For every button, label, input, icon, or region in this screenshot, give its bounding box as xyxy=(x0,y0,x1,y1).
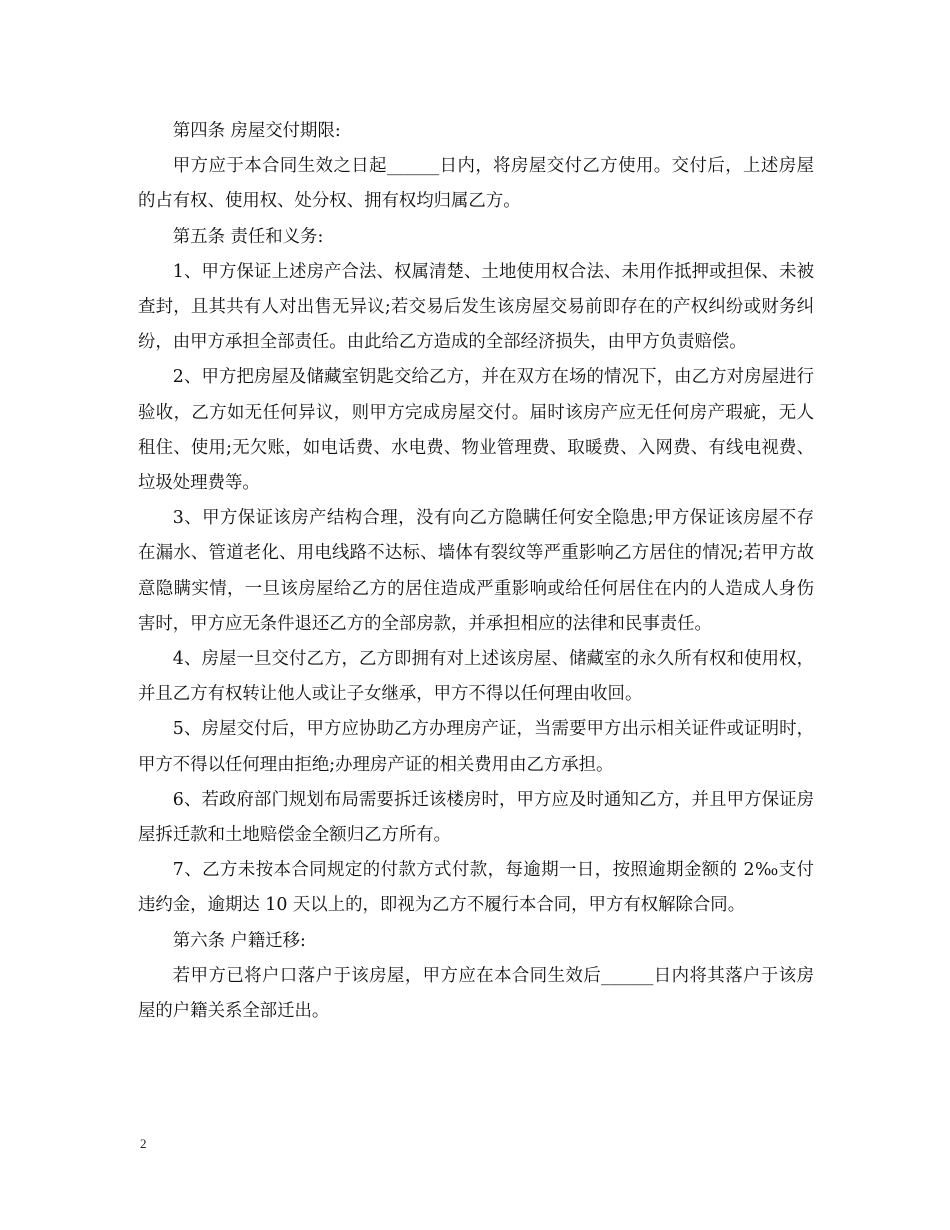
article-5-clause-5: 5、房屋交付后，甲方应协助乙方办理房产证，当需要甲方出示相关证件或证明时，甲方不得以任何理由拒绝;办理房产证的相关费用由乙方承担。 xyxy=(138,719,814,775)
article-4-delivery-paragraph: 甲方应于本合同生效之日起______日内，将房屋交付乙方使用。交付后，上述房屋的占有权、使用权、处分权、拥有权均归属乙方。 xyxy=(138,156,814,212)
article-5-clause-6: 6、若政府部门规划布局需要拆迁该楼房时，甲方应及时通知乙方，并且甲方保证房屋拆迁款和土地赔偿金全额归乙方所有。 xyxy=(138,789,814,846)
article-5-clause-1: 1、甲方保证上述房产合法、权属清楚、土地使用权合法、未用作抵押或担保、未被查封，且其共有人对出售无异议;若交易后发生该房屋交易前即存在的产权纠纷或财务纠纷，由甲方承担全部责任。由此给乙方造成的全部经济损失，由甲方负责赔偿。 xyxy=(138,261,814,353)
article-5-clause-3: 3、甲方保证该房产结构合理，没有向乙方隐瞒任何安全隐患;甲方保证该房屋不存在漏水、管道老化、用电线路不达标、墙体有裂纹等严重影响乙方居住的情况;若甲方故意隐瞒实情，一旦该房屋给乙方的居住造成严重影响或给任何居住在内的人造成人身伤害时，甲方应无条件退还乙方的全部房款，并承担相应的法律和民事责任。 xyxy=(138,508,814,634)
document-body xyxy=(138,114,814,1029)
article-6-heading: 第六条 户籍迁移: xyxy=(172,930,306,951)
article-6-household-paragraph: 若甲方已将户口落户于该房屋，甲方应在本合同生效后______日内将其落户于该房屋的户籍关系全部迁出。 xyxy=(138,965,814,1022)
article-5-heading: 第五条 责任和义务: xyxy=(172,226,324,247)
article-5-clause-4: 4、房屋一旦交付乙方，乙方即拥有对上述该房屋、储藏室的永久所有权和使用权，并且乙方有权转让他人或让子女继承，甲方不得以任何理由收回。 xyxy=(138,649,814,705)
page-number: 2 xyxy=(140,1136,147,1151)
article-5-clause-2: 2、甲方把房屋及储藏室钥匙交给乙方，并在双方在场的情况下，由乙方对房屋进行验收，乙方如无任何异议，则甲方完成房屋交付。届时该房产应无任何房产瑕疵，无人租住、使用;无欠账，如电话费、水电费、物业管理费、取暖费、入网费、有线电视费、垃圾处理费等。 xyxy=(138,367,814,494)
article-5-clause-7: 7、乙方未按本合同规定的付款方式付款，每逾期一日，按照逾期金额的 2‰支付违约金，逾期达 10 天以上的，即视为乙方不履行本合同，甲方有权解除合同。 xyxy=(138,860,814,916)
article-4-heading: 第四条 房屋交付期限: xyxy=(172,121,341,141)
